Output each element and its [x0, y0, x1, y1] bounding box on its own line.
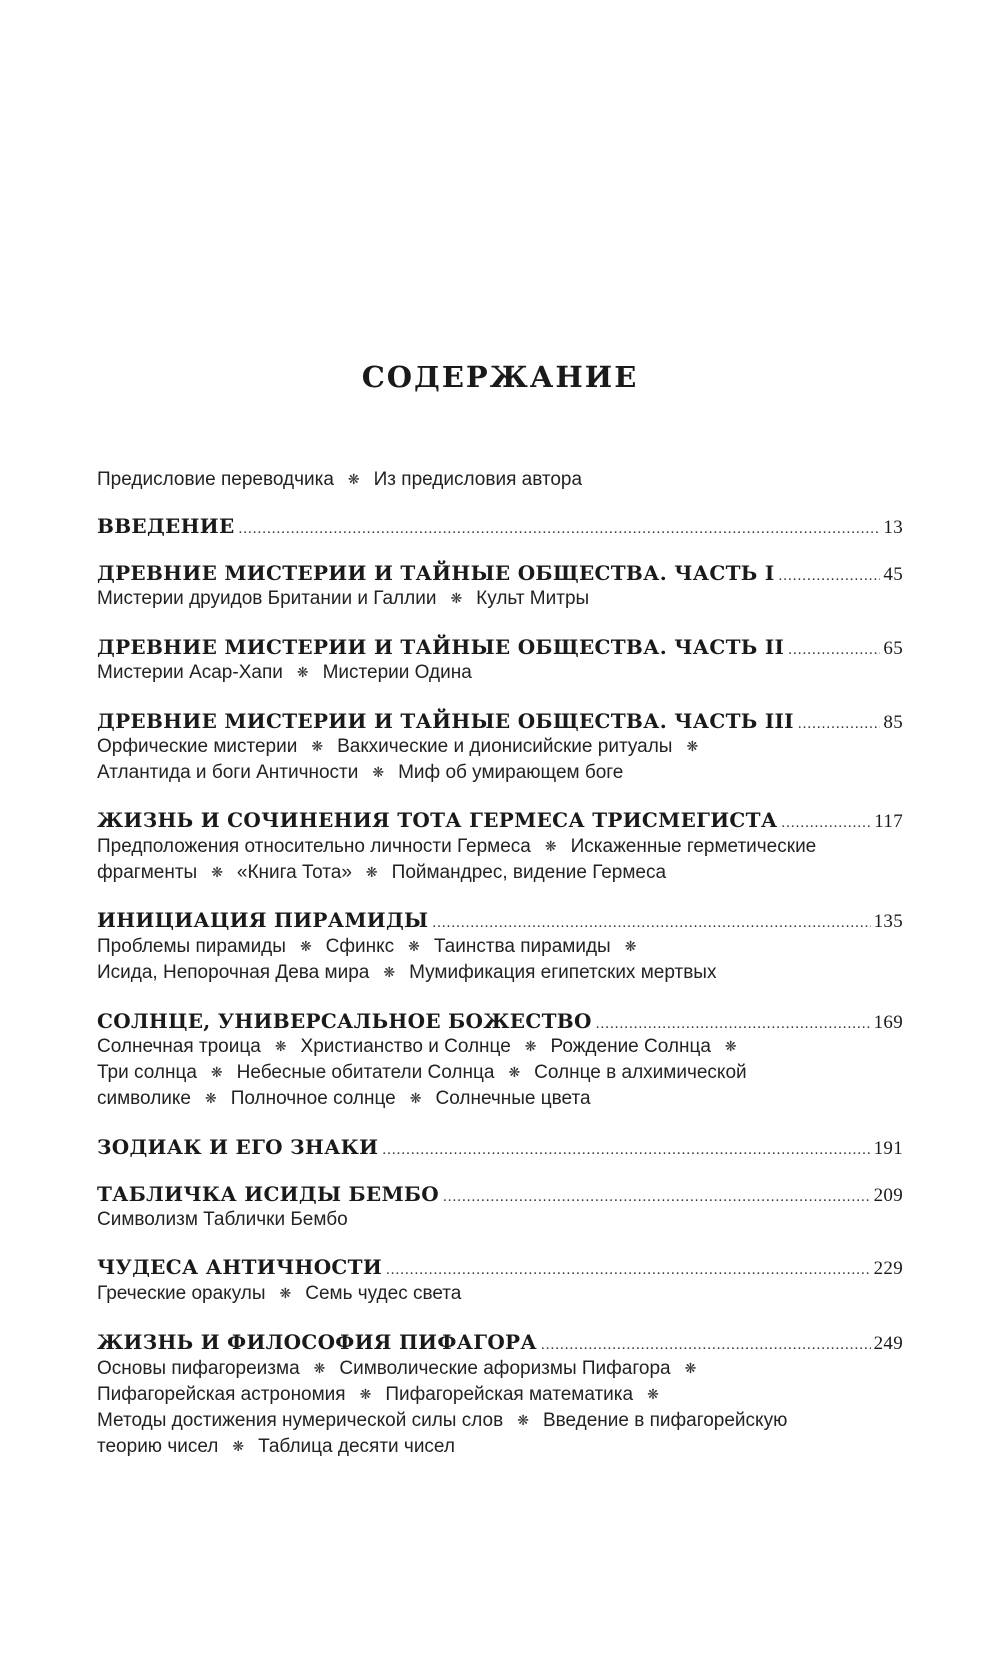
toc-subentry[interactable]: символике [97, 1088, 191, 1109]
page-number: 249 [873, 1333, 903, 1354]
toc-chapter-entry[interactable] [97, 1180, 903, 1208]
page-number: 229 [873, 1258, 903, 1279]
toc-subentry[interactable]: Методы достижения нумерической силы слов [97, 1410, 504, 1431]
separator-icon: ❋ [524, 1038, 537, 1054]
toc-subentry[interactable]: Мистерии Асар-Хапи [97, 662, 283, 683]
page-number: 209 [873, 1185, 903, 1206]
toc-subentry[interactable]: «Книга Тота» [236, 862, 352, 883]
chapter-subentries-line [97, 1382, 903, 1408]
separator-icon: ❋ [409, 1090, 422, 1106]
toc-subentry[interactable]: Исида, Непорочная Дева мира [97, 962, 370, 983]
separator-icon: ❋ [296, 664, 309, 680]
chapter-title: ЗОДИАК И ЕГО ЗНАКИ [97, 1135, 379, 1159]
toc-subentry[interactable]: Предположения относительно личности Гермеса [97, 836, 531, 857]
chapter-title: ДРЕВНИЕ МИСТЕРИИ И ТАЙНЫЕ ОБЩЕСТВА. ЧАСТЬ II [97, 635, 785, 659]
chapter-subentries-line [97, 960, 903, 986]
toc-chapter-entry[interactable] [97, 906, 903, 934]
separator-icon: ❋ [311, 738, 324, 754]
chapter-title: ЖИЗНЬ И СОЧИНЕНИЯ ТОТА ГЕРМЕСА ТРИСМЕГИСТА [97, 808, 778, 832]
separator-icon: ❋ [313, 1360, 326, 1376]
chapter-title: ЖИЗНЬ И ФИЛОСОФИЯ ПИФАГОРА [97, 1330, 537, 1354]
chapter-subentries-line [97, 1086, 903, 1112]
separator-icon: ❋ [408, 938, 420, 954]
chapter-subentries-line [97, 1034, 903, 1060]
toc-subentry[interactable]: Солнце в алхимической [534, 1062, 747, 1083]
chapter-subentries-line [97, 1356, 903, 1382]
chapter-subentries-line [97, 734, 903, 760]
toc-subentry[interactable]: Основы пифагореизма [97, 1358, 300, 1379]
separator-icon: ❋ [544, 838, 557, 854]
preface-line [97, 467, 903, 493]
toc-subentry[interactable]: Греческие оракулы [97, 1283, 266, 1304]
chapter-subentries-line [97, 860, 903, 886]
toc-subentry[interactable]: Пифагорейская математика [385, 1384, 634, 1405]
chapter-subentries-line [97, 834, 903, 860]
toc-subentry[interactable]: Вакхические и дионисийские ритуалы [337, 736, 673, 757]
toc-subentry[interactable]: Мумификация египетских мертвых [409, 962, 717, 983]
chapter-title: СОЛНЦЕ, УНИВЕРСАЛЬНОЕ БОЖЕСТВО [97, 1009, 592, 1033]
chapter-title: ИНИЦИАЦИЯ ПИРАМИДЫ [97, 908, 429, 932]
toc-chapter-entry[interactable] [97, 559, 903, 587]
toc-subentry[interactable]: Предисловие переводчика [97, 469, 334, 490]
page-title: СОДЕРЖАНИЕ [361, 360, 639, 394]
page-number: 191 [873, 1138, 903, 1159]
chapter-title: ЧУДЕСА АНТИЧНОСТИ [97, 1255, 383, 1279]
toc-subentry[interactable]: Солнечная троица [97, 1036, 261, 1057]
separator-icon: ❋ [383, 964, 396, 980]
separator-icon: ❋ [450, 590, 463, 606]
chapter-subentries-line [97, 1434, 903, 1460]
dot-leader [432, 909, 870, 937]
toc-subentry[interactable]: Рождение Солнца [550, 1036, 711, 1057]
toc-subentry[interactable]: Поймандрес, видение Гермеса [391, 862, 667, 883]
chapter-subentries-line [97, 1281, 903, 1307]
page-number: 45 [883, 564, 903, 585]
toc-subentry[interactable]: Миф об умирающем боге [398, 762, 624, 783]
toc-subentry[interactable]: Семь чудес света [305, 1283, 462, 1304]
chapter-subentries-line [97, 1060, 903, 1086]
separator-icon: ❋ [359, 1386, 372, 1402]
separator-icon: ❋ [274, 1038, 287, 1054]
toc-subentry[interactable]: Три солнца [97, 1062, 197, 1083]
toc-subentry[interactable]: Мистерии Одина [322, 662, 472, 683]
toc-subentry[interactable]: Солнечные цвета [435, 1088, 591, 1109]
chapter-title: ТАБЛИЧКА ИСИДЫ БЕМБО [97, 1182, 440, 1206]
chapter-subentries-line [97, 760, 903, 786]
toc-chapter-entry[interactable] [97, 1007, 903, 1035]
toc-chapter-entry[interactable] [97, 1328, 903, 1356]
page-number: 169 [873, 1012, 903, 1033]
toc-chapter-entry[interactable] [97, 1133, 903, 1161]
separator-icon: ❋ [372, 764, 385, 780]
separator-icon: ❋ [210, 1064, 223, 1080]
toc-chapter-entry[interactable] [97, 633, 903, 661]
separator-icon: ❋ [624, 938, 637, 954]
page-number: 135 [873, 911, 903, 932]
toc-subentry[interactable]: Символизм Таблички Бембо [97, 1209, 348, 1230]
chapter-title: ВВЕДЕНИЕ [97, 514, 235, 538]
page-number: 85 [883, 712, 903, 733]
chapter-title: ДРЕВНИЕ МИСТЕРИИ И ТАЙНЫЕ ОБЩЕСТВА. ЧАСТЬ III [97, 709, 794, 733]
toc-subentry[interactable]: Полночное солнце [230, 1088, 396, 1109]
toc-subentry[interactable]: Мистерии друидов Британии и Галлии [97, 588, 437, 609]
chapter-subentries-line [97, 1408, 903, 1434]
toc-subentry[interactable]: Христианство и Солнце [300, 1036, 511, 1057]
toc-subentry[interactable]: Из предисловия автора [373, 469, 583, 490]
chapter-title: ДРЕВНИЕ МИСТЕРИИ И ТАЙНЫЕ ОБЩЕСТВА. ЧАСТЬ I [97, 561, 775, 585]
chapter-subentries-line [97, 934, 903, 960]
toc-subentry[interactable]: Символические афоризмы Пифагора [339, 1358, 671, 1379]
dot-leader [781, 809, 871, 837]
toc-subentry[interactable]: Пифагорейская астрономия [97, 1384, 346, 1405]
toc-subentry[interactable]: Таблица десяти чисел [258, 1436, 455, 1457]
toc-subentry[interactable]: Таинства пирамиды [433, 936, 611, 957]
dot-leader [386, 1256, 871, 1284]
separator-icon: ❋ [686, 738, 699, 754]
toc-subentry[interactable]: Проблемы пирамиды [97, 936, 286, 957]
toc-subentry[interactable]: Атлантида и боги Античности [97, 762, 359, 783]
toc-subentry[interactable]: теорию чисел [97, 1436, 219, 1457]
dot-leader [541, 1331, 871, 1359]
toc-chapter-entry[interactable] [97, 806, 903, 834]
toc-subentry[interactable]: Орфические мистерии [97, 736, 298, 757]
separator-icon: ❋ [299, 938, 312, 954]
dot-leader [382, 1136, 870, 1164]
separator-icon: ❋ [724, 1038, 737, 1054]
toc-chapter-entry[interactable] [97, 512, 903, 540]
separator-icon: ❋ [684, 1360, 697, 1376]
page-number: 117 [874, 811, 903, 832]
chapter-subentries-line [97, 660, 903, 686]
separator-icon: ❋ [508, 1064, 521, 1080]
separator-icon: ❋ [365, 864, 378, 880]
toc-subentry[interactable]: Культ Митры [476, 588, 590, 609]
toc-subentry[interactable]: Искаженные герметические [570, 836, 817, 857]
separator-icon: ❋ [347, 471, 360, 487]
separator-icon: ❋ [232, 1438, 245, 1454]
separator-icon: ❋ [647, 1386, 659, 1402]
toc-chapter-entry[interactable] [97, 1253, 903, 1281]
page-number: 13 [883, 517, 903, 538]
toc-subentry[interactable]: Сфинкс [325, 936, 395, 957]
separator-icon: ❋ [279, 1285, 292, 1301]
separator-icon: ❋ [205, 1090, 217, 1106]
dot-leader [239, 515, 881, 543]
separator-icon: ❋ [211, 864, 223, 880]
toc-subentry[interactable]: Введение в пифагорейскую [542, 1410, 788, 1431]
chapter-subentries-line [97, 1207, 903, 1233]
page-number: 65 [883, 638, 903, 659]
separator-icon: ❋ [517, 1412, 529, 1428]
toc-chapter-entry[interactable] [97, 707, 903, 735]
toc-subentry[interactable]: фрагменты [97, 862, 198, 883]
toc-subentry[interactable]: Небесные обитатели Солнца [236, 1062, 495, 1083]
chapter-subentries-line [97, 586, 903, 612]
